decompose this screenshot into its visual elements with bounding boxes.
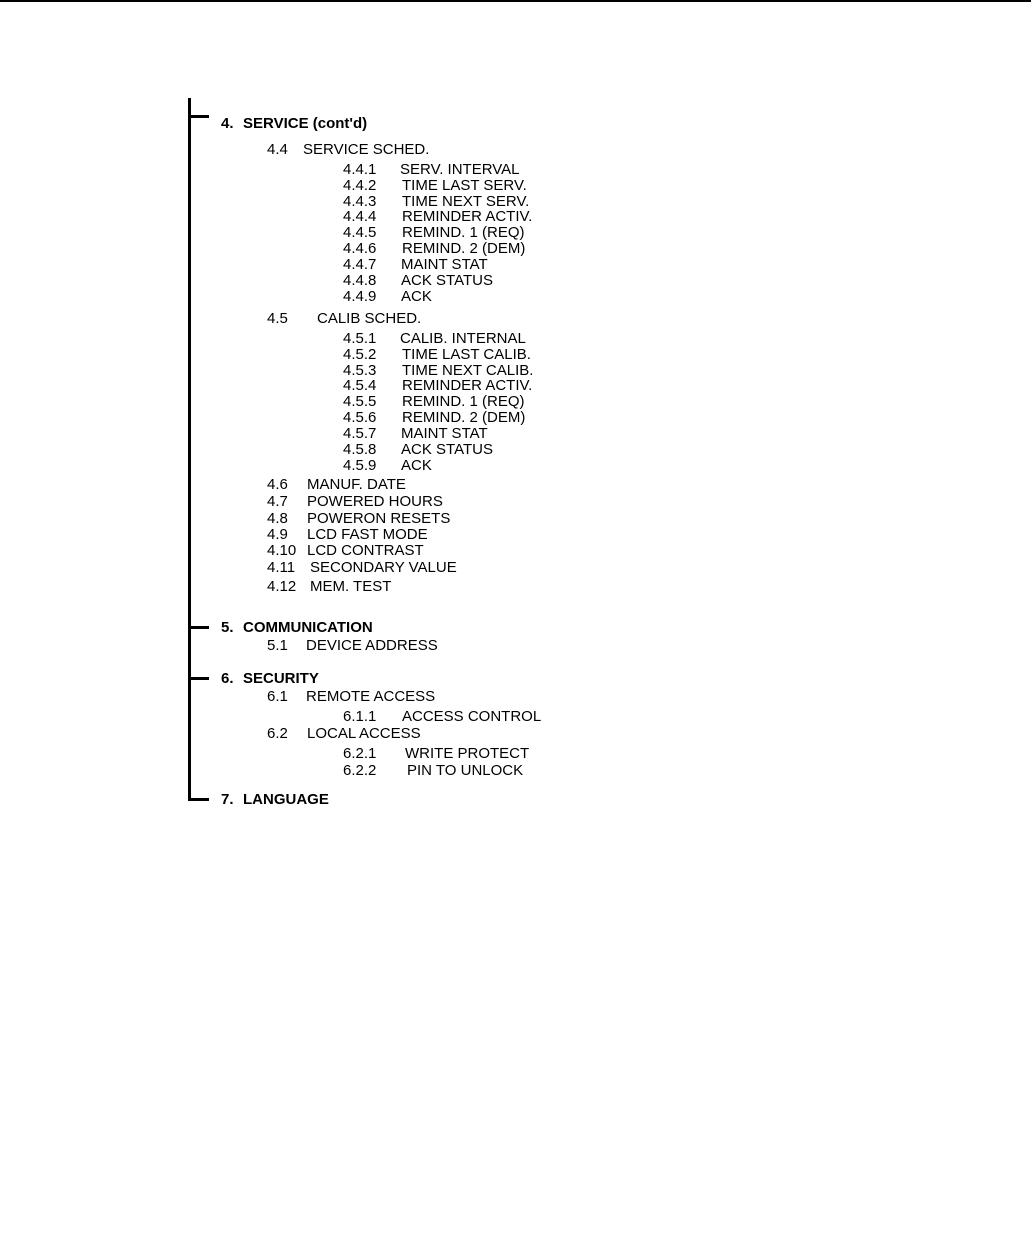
menu-item-label: WRITE PROTECT xyxy=(405,745,530,762)
menu-item-number: 4.5.2 xyxy=(343,346,377,363)
menu-item-number: 4.5.8 xyxy=(343,441,377,458)
menu-item-label: POWERON RESETS xyxy=(307,510,451,527)
menu-item-label: TIME LAST SERV. xyxy=(402,177,527,194)
menu-item-number: 4.8 xyxy=(267,510,288,527)
menu-item-number: 4.4.7 xyxy=(343,256,377,273)
tree-branch-tick xyxy=(188,677,209,680)
menu-item-number: 4.5.9 xyxy=(343,457,377,474)
menu-item-label: LCD CONTRAST xyxy=(307,542,424,559)
menu-item-number: 4.4.8 xyxy=(343,272,377,289)
menu-item-number: 4.5.6 xyxy=(343,409,377,426)
menu-item-label: REMINDER ACTIV. xyxy=(402,208,533,225)
menu-item-number: 6.1.1 xyxy=(343,708,377,725)
menu-item-number: 6.1 xyxy=(267,688,288,705)
menu-item-number: 4.11 xyxy=(267,559,296,576)
menu-item-label: REMIND. 2 (DEM) xyxy=(402,240,526,257)
menu-item-label: REMIND. 1 (REQ) xyxy=(402,224,525,241)
section-number: 6. xyxy=(221,670,234,687)
menu-item-label: ACK STATUS xyxy=(401,272,493,289)
menu-item-label: MANUF. DATE xyxy=(307,476,406,493)
menu-item-number: 4.7 xyxy=(267,493,288,510)
menu-item-number: 6.2 xyxy=(267,725,288,742)
menu-item-label: TIME LAST CALIB. xyxy=(402,346,531,363)
section-title-language: LANGUAGE xyxy=(243,791,329,808)
menu-item-number: 5.1 xyxy=(267,637,288,654)
menu-item-number: 4.4.3 xyxy=(343,193,377,210)
menu-item-label: ACK STATUS xyxy=(401,441,493,458)
menu-item-label: REMOTE ACCESS xyxy=(306,688,436,705)
menu-item-number: 4.4.2 xyxy=(343,177,377,194)
tree-branch-tick xyxy=(188,626,209,629)
section-title-security: SECURITY xyxy=(243,670,319,687)
menu-item-label: SERV. INTERVAL xyxy=(400,161,520,178)
menu-item-number: 4.4.9 xyxy=(343,288,377,305)
menu-tree-spine xyxy=(188,98,191,801)
menu-item-label: MAINT STAT xyxy=(401,256,488,273)
menu-item-label: REMINDER ACTIV. xyxy=(402,377,533,394)
menu-item-label: LCD FAST MODE xyxy=(307,526,428,543)
menu-item-number: 4.5.7 xyxy=(343,425,377,442)
menu-item-label: MAINT STAT xyxy=(401,425,488,442)
section-title-communication: COMMUNICATION xyxy=(243,619,373,636)
menu-item-label: MEM. TEST xyxy=(310,578,392,595)
menu-item-label: SECONDARY VALUE xyxy=(310,559,457,576)
menu-item-number: 4.6 xyxy=(267,476,288,493)
section-title-service: SERVICE (cont'd) xyxy=(243,115,368,132)
menu-item-number: 4.4 xyxy=(267,141,288,158)
section-number: 7. xyxy=(221,791,234,808)
menu-item-number: 4.12 xyxy=(267,578,297,595)
menu-item-label: ACCESS CONTROL xyxy=(402,708,542,725)
menu-item-number: 4.4.4 xyxy=(343,208,377,225)
menu-item-label: DEVICE ADDRESS xyxy=(306,637,438,654)
tree-branch-tick xyxy=(188,115,209,118)
menu-item-number: 4.9 xyxy=(267,526,288,543)
menu-item-number: 4.5.4 xyxy=(343,377,377,394)
menu-item-label: CALIB. INTERNAL xyxy=(400,330,526,347)
menu-item-label: SERVICE SCHED. xyxy=(303,141,430,158)
menu-item-number: 4.5.3 xyxy=(343,362,377,379)
menu-item-number: 4.5 xyxy=(267,310,288,327)
section-number: 4. xyxy=(221,115,234,132)
menu-item-label: TIME NEXT SERV. xyxy=(402,193,530,210)
menu-item-number: 4.4.1 xyxy=(343,161,377,178)
menu-item-label: POWERED HOURS xyxy=(307,493,443,510)
menu-item-number: 6.2.2 xyxy=(343,762,377,779)
menu-item-label: REMIND. 1 (REQ) xyxy=(402,393,525,410)
page-top-rule xyxy=(0,0,1031,2)
menu-item-number: 4.5.1 xyxy=(343,330,377,347)
menu-item-label: CALIB SCHED. xyxy=(317,310,422,327)
menu-item-label: REMIND. 2 (DEM) xyxy=(402,409,526,426)
menu-item-label: LOCAL ACCESS xyxy=(307,725,421,742)
menu-item-number: 6.2.1 xyxy=(343,745,377,762)
section-number: 5. xyxy=(221,619,234,636)
menu-item-label: TIME NEXT CALIB. xyxy=(402,362,534,379)
menu-item-label: ACK xyxy=(401,457,432,474)
menu-item-number: 4.5.5 xyxy=(343,393,377,410)
menu-item-label: ACK xyxy=(401,288,432,305)
menu-item-number: 4.4.6 xyxy=(343,240,377,257)
menu-item-number: 4.4.5 xyxy=(343,224,377,241)
menu-item-label: PIN TO UNLOCK xyxy=(407,762,524,779)
tree-branch-tick xyxy=(188,798,209,801)
menu-item-number: 4.10 xyxy=(267,542,297,559)
